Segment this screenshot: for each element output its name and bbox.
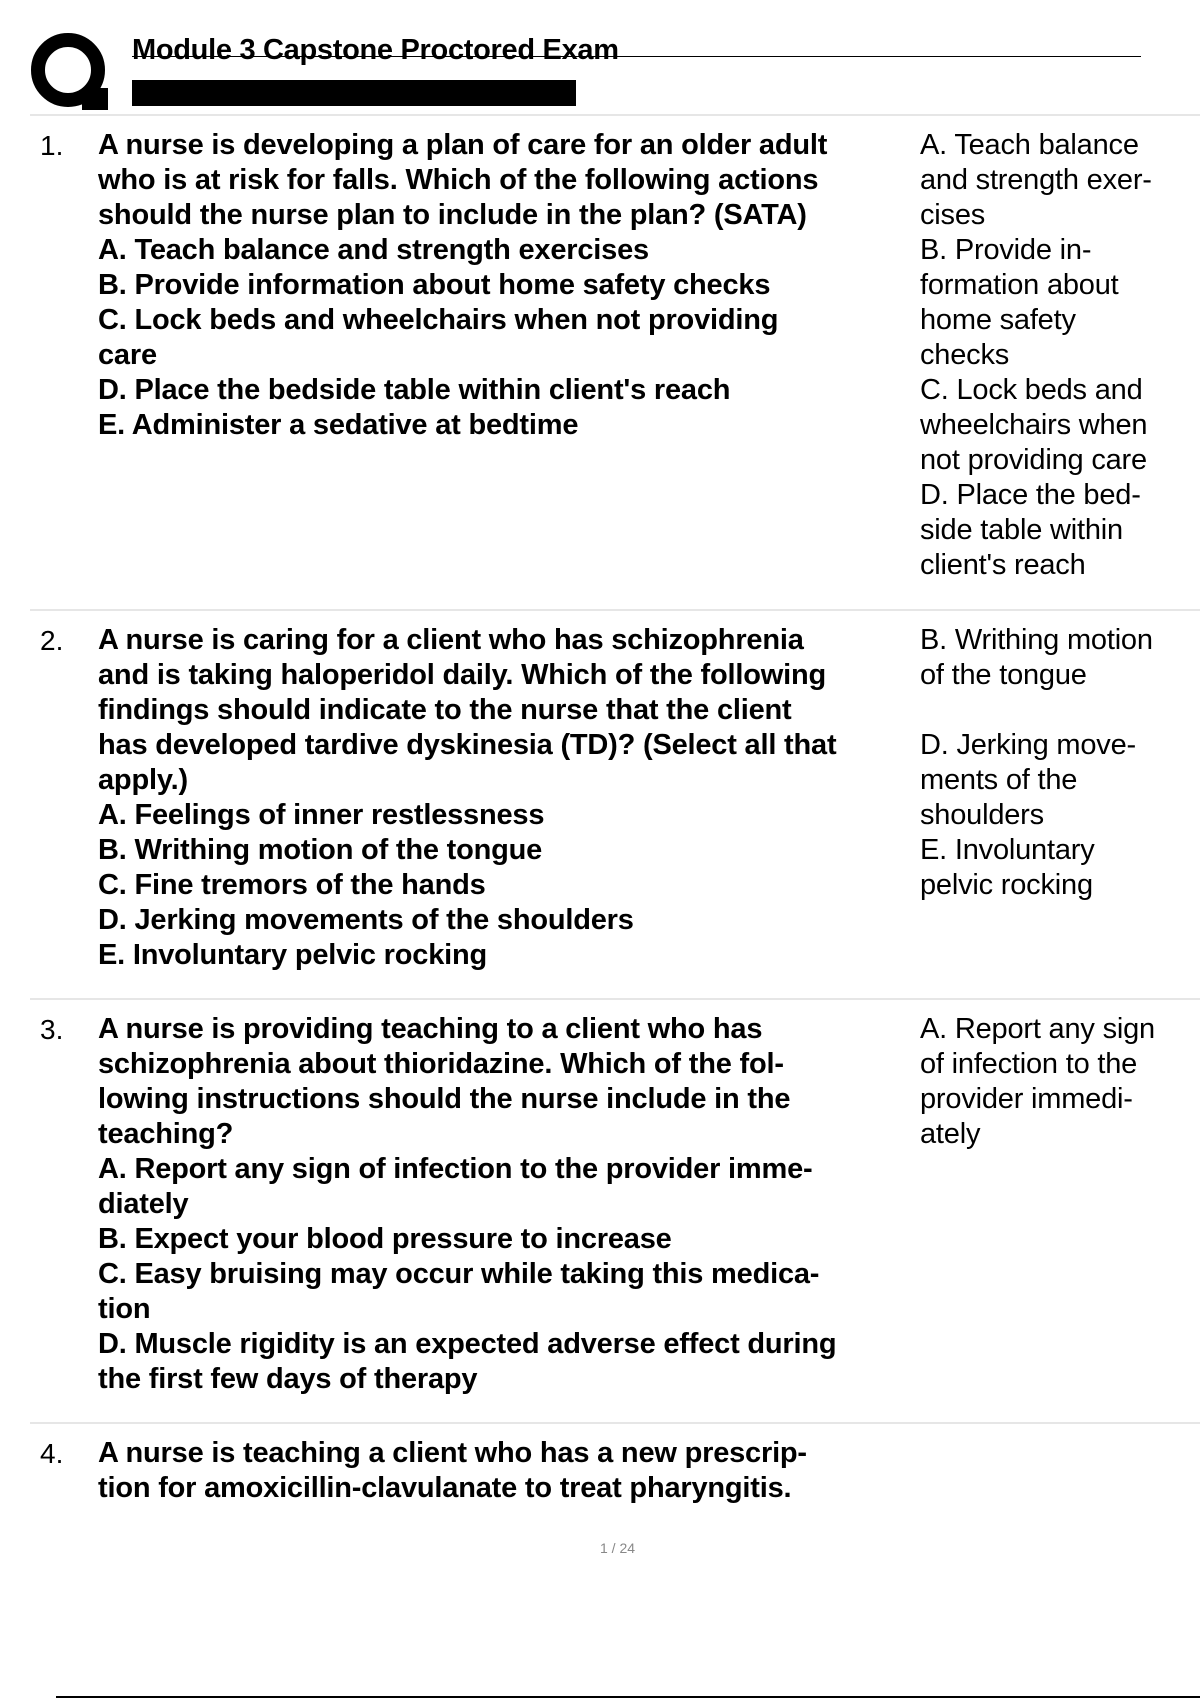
document-title: Module 3 Capstone Proctored Exam bbox=[132, 34, 619, 66]
answer-line: not providing care bbox=[920, 444, 1147, 476]
card-question bbox=[98, 128, 943, 443]
answer-line: wheelchairs when bbox=[920, 409, 1148, 441]
question-line: lowing instructions should the nurse include in the bbox=[98, 1083, 791, 1115]
question-line: B. Expect your blood pressure to increase bbox=[98, 1223, 672, 1255]
question-line: C. Fine tremors of the hands bbox=[98, 869, 486, 901]
flashcard bbox=[30, 1424, 1200, 1544]
card-number: 4. bbox=[40, 1438, 64, 1469]
question-line: D. Muscle rigidity is an expected adverse effect during bbox=[98, 1328, 837, 1360]
question-line: E. Involuntary pelvic rocking bbox=[98, 939, 488, 971]
answer-line: side table within bbox=[920, 514, 1123, 546]
flashcard bbox=[30, 116, 1200, 611]
card-question bbox=[98, 1012, 943, 1397]
question-line: A nurse is providing teaching to a client who has bbox=[98, 1013, 763, 1045]
question-line: A. Feelings of inner restlessness bbox=[98, 799, 545, 831]
answer-line: B. Writhing motion bbox=[920, 624, 1153, 656]
question-line: C. Easy bruising may occur while taking this medica- bbox=[98, 1258, 820, 1290]
card-question bbox=[98, 1436, 943, 1506]
answer-line: B. Provide in- bbox=[920, 234, 1092, 266]
page-header bbox=[0, 0, 1200, 115]
answer-line: formation about bbox=[920, 269, 1119, 301]
answer-line: pelvic rocking bbox=[920, 869, 1093, 901]
answer-line: cises bbox=[920, 199, 986, 231]
card-question bbox=[98, 623, 943, 973]
answer-line: A. Teach balance bbox=[920, 129, 1139, 161]
answer-line: provider immedi- bbox=[920, 1083, 1133, 1115]
question-line: tion bbox=[98, 1293, 151, 1325]
answer-line: E. Involuntary bbox=[920, 834, 1095, 866]
question-line: A nurse is developing a plan of care for an older adult bbox=[98, 129, 828, 161]
question-line: A. Teach balance and strength exercises bbox=[98, 234, 649, 266]
card-answer bbox=[920, 1012, 1200, 1152]
question-line: B. Provide information about home safety checks bbox=[98, 269, 771, 301]
answer-line: and strength exer- bbox=[920, 164, 1152, 196]
question-line: should the nurse plan to include in the plan? (SATA) bbox=[98, 199, 807, 231]
answer-line: A. Report any sign bbox=[920, 1013, 1155, 1045]
flashcard bbox=[30, 1000, 1200, 1424]
answer-line: home safety bbox=[920, 304, 1076, 336]
answer-line: ately bbox=[920, 1118, 981, 1150]
question-line: E. Administer a sedative at bedtime bbox=[98, 409, 579, 441]
flashcard bbox=[30, 611, 1200, 1000]
page-indicator: 1 / 24 bbox=[599, 1540, 636, 1556]
card-answer bbox=[920, 623, 1200, 903]
card-number: 3. bbox=[40, 1014, 64, 1045]
answer-spacer bbox=[920, 693, 1200, 728]
redaction-bar bbox=[132, 80, 576, 106]
answer-line: C. Lock beds and bbox=[920, 374, 1143, 406]
answer-line: shoulders bbox=[920, 799, 1044, 831]
answer-line: checks bbox=[920, 339, 1010, 371]
question-line: schizophrenia about thioridazine. Which of the fol- bbox=[98, 1048, 784, 1080]
question-line: C. Lock beds and wheelchairs when not providing bbox=[98, 304, 779, 336]
question-line: diately bbox=[98, 1188, 189, 1220]
question-line: A nurse is teaching a client who has a new prescrip- bbox=[98, 1437, 807, 1469]
question-line: tion for amoxicillin-clavulanate to treat pharyngitis. bbox=[98, 1472, 792, 1504]
quizlet-q-logo-icon bbox=[30, 30, 110, 112]
question-line: A nurse is caring for a client who has schizophrenia bbox=[98, 624, 804, 656]
answer-line: D. Place the bed- bbox=[920, 479, 1141, 511]
card-answer bbox=[920, 128, 1200, 583]
question-line: apply.) bbox=[98, 764, 188, 796]
answer-line: ments of the bbox=[920, 764, 1078, 796]
question-line: care bbox=[98, 339, 157, 371]
answer-line: of infection to the bbox=[920, 1048, 1138, 1080]
bottom-rule bbox=[56, 1696, 1200, 1698]
card-number: 1. bbox=[40, 130, 64, 161]
question-line: and is taking haloperidol daily. Which of the following bbox=[98, 659, 826, 691]
answer-line: of the tongue bbox=[920, 659, 1087, 691]
question-line: who is at risk for falls. Which of the following actions bbox=[98, 164, 819, 196]
question-line: the first few days of therapy bbox=[98, 1363, 478, 1395]
question-line: D. Place the bedside table within client's reach bbox=[98, 374, 731, 406]
answer-line: client's reach bbox=[920, 549, 1086, 581]
question-line: findings should indicate to the nurse that the client bbox=[98, 694, 792, 726]
card-number: 2. bbox=[40, 625, 64, 656]
question-line: has developed tardive dyskinesia (TD)? (Select all that bbox=[98, 729, 837, 761]
question-line: D. Jerking movements of the shoulders bbox=[98, 904, 634, 936]
answer-line: D. Jerking move- bbox=[920, 729, 1136, 761]
question-line: A. Report any sign of infection to the provider imme- bbox=[98, 1153, 813, 1185]
question-line: teaching? bbox=[98, 1118, 234, 1150]
title-rule bbox=[132, 56, 1141, 57]
flashcard-list bbox=[30, 116, 1200, 1544]
question-line: B. Writhing motion of the tongue bbox=[98, 834, 543, 866]
